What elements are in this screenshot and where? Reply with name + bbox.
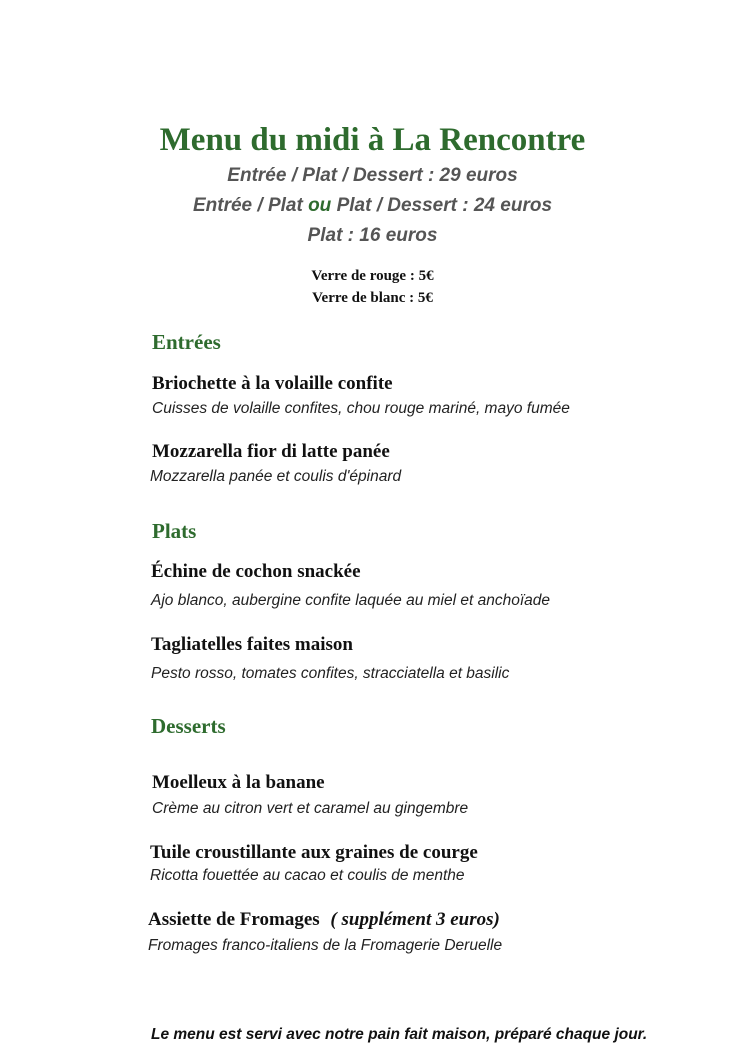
price-line-two-courses xyxy=(0,195,745,217)
supplement-note: ( supplément 3 euros) xyxy=(330,909,500,930)
section-title-entrees: Entrées xyxy=(152,330,221,354)
price-line-ou: ou xyxy=(308,195,332,216)
dish-name: Tagliatelles faites maison xyxy=(151,634,353,655)
price-line-full: Entrée / Plat / Dessert : 29 euros xyxy=(227,165,518,186)
price-line-two-courses-b: Plat / Dessert : 24 euros xyxy=(331,195,553,216)
dish-name: Moelleux à la banane xyxy=(152,772,325,793)
menu-title: Menu du midi à La Rencontre xyxy=(159,122,586,158)
section-title-desserts: Desserts xyxy=(151,714,226,738)
dish-description: Ajo blanco, aubergine confite laquée au miel et anchoïade xyxy=(151,592,550,609)
dish-name: Assiette de Fromages xyxy=(148,909,320,930)
price-line-plat: Plat : 16 euros xyxy=(307,225,438,246)
dish-description: Crème au citron vert et caramel au gingembre xyxy=(152,800,469,817)
dish-name: Échine de cochon snackée xyxy=(151,561,361,582)
dish-description: Cuisses de volaille confites, chou rouge mariné, mayo fumée xyxy=(152,400,570,417)
dish-description: Pesto rosso, tomates confites, stracciatella et basilic xyxy=(151,665,510,682)
dish-name: Mozzarella fior di latte panée xyxy=(152,441,390,462)
wine-red: Verre de rouge : 5€ xyxy=(311,268,434,284)
dish-description: Fromages franco-italiens de la Fromagerie Deruelle xyxy=(148,937,503,954)
wine-white: Verre de blanc : 5€ xyxy=(312,290,433,306)
dish-name: Briochette à la volaille confite xyxy=(152,373,393,394)
dish-description: Ricotta fouettée au cacao et coulis de menthe xyxy=(150,867,465,884)
price-line-two-courses-a: Entrée / Plat xyxy=(192,195,309,216)
dish-name-with-supplement xyxy=(148,909,500,931)
section-title-plats: Plats xyxy=(152,519,197,543)
bread-note: Le menu est servi avec notre pain fait maison, préparé chaque jour. xyxy=(151,1026,648,1043)
dish-name: Tuile croustillante aux graines de courge xyxy=(150,842,478,863)
dish-description: Mozzarella panée et coulis d'épinard xyxy=(150,468,402,485)
